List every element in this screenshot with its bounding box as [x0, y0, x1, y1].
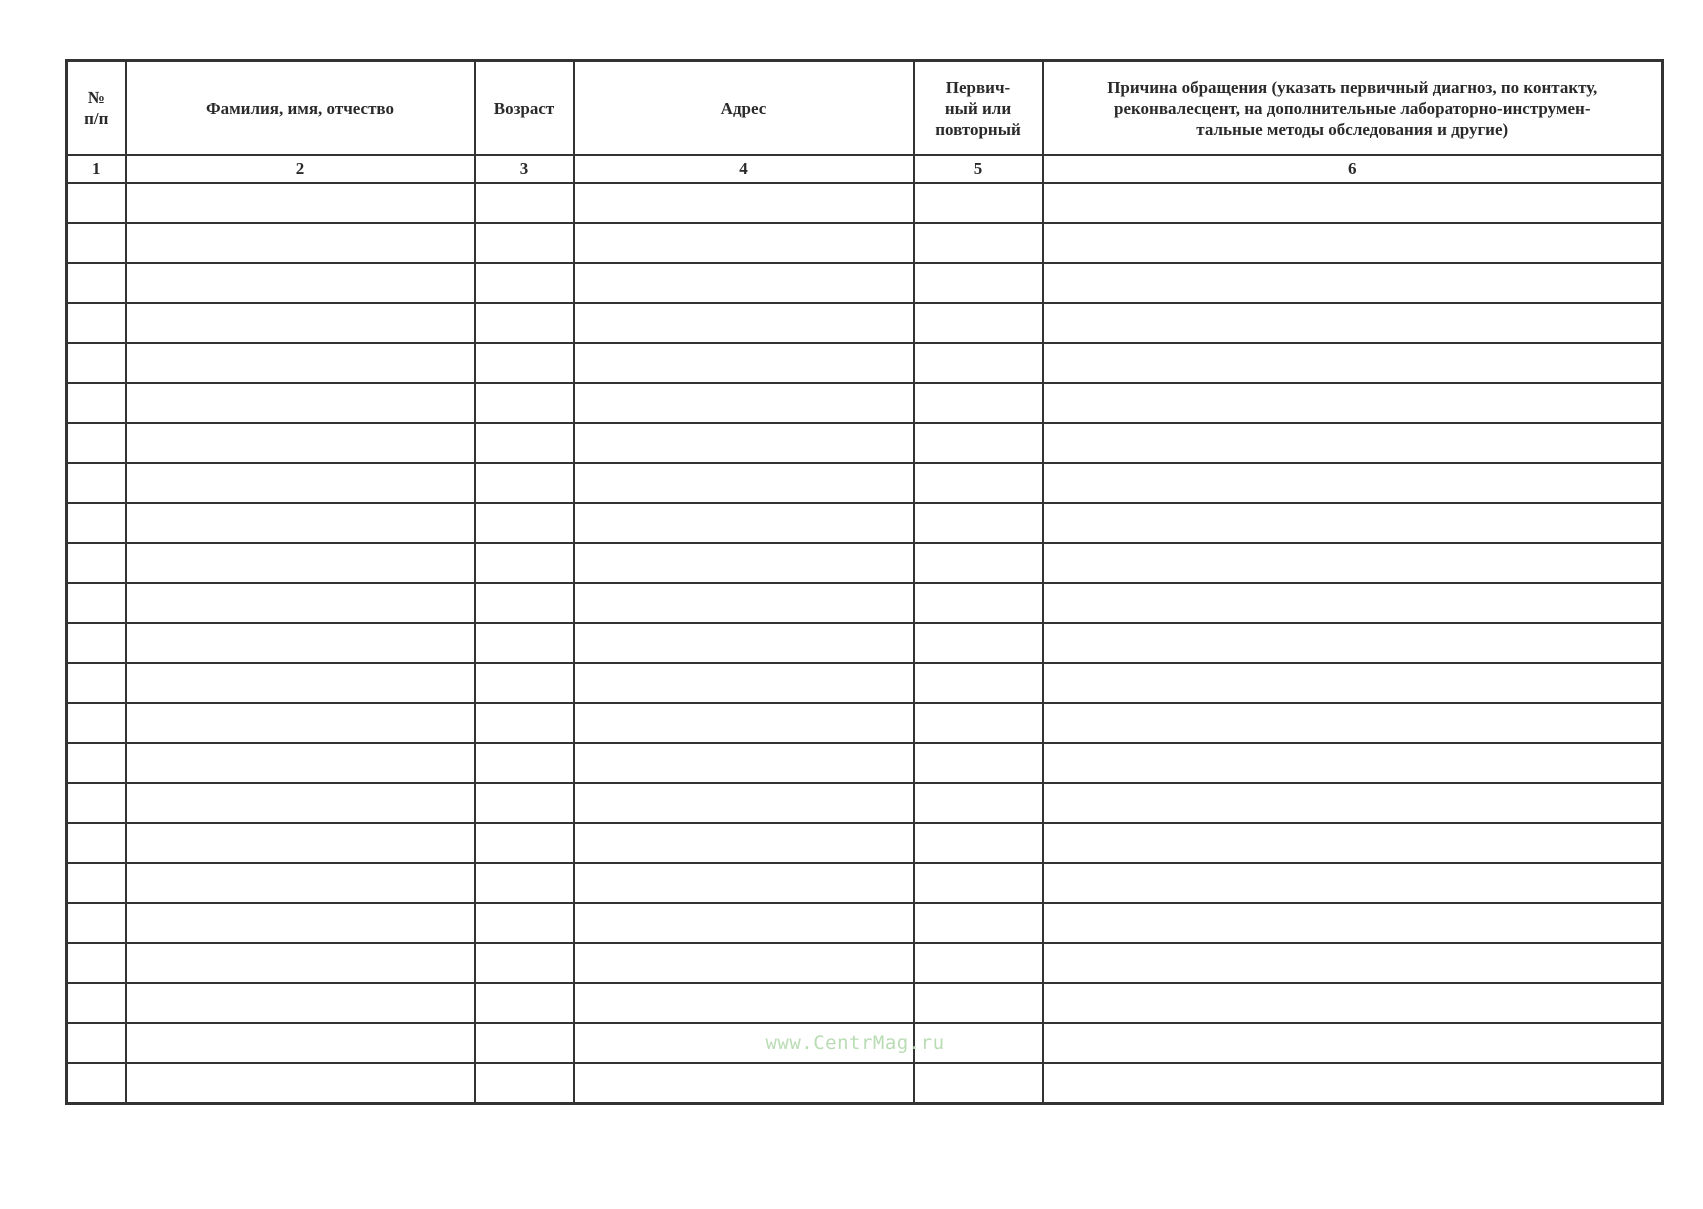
- header-reason-line-3: тальные методы обследования и другие): [1196, 119, 1509, 139]
- cell-visit-type: [914, 223, 1043, 263]
- cell-number: [67, 503, 126, 543]
- cell-age: [475, 303, 574, 343]
- cell-address: [574, 743, 914, 783]
- cell-number: [67, 743, 126, 783]
- cell-age: [475, 983, 574, 1023]
- cell-full-name: [126, 383, 475, 423]
- cell-visit-type: [914, 383, 1043, 423]
- cell-age: [475, 543, 574, 583]
- cell-number: [67, 303, 126, 343]
- cell-number: [67, 863, 126, 903]
- cell-full-name: [126, 223, 475, 263]
- cell-address: [574, 303, 914, 343]
- cell-age: [475, 1023, 574, 1063]
- table-body: [67, 183, 1663, 1104]
- cell-address: [574, 943, 914, 983]
- cell-visit-type: [914, 863, 1043, 903]
- cell-age: [475, 863, 574, 903]
- cell-visit-type: [914, 463, 1043, 503]
- cell-reason: [1043, 463, 1663, 503]
- cell-reason: [1043, 223, 1663, 263]
- cell-number: [67, 983, 126, 1023]
- cell-number: [67, 263, 126, 303]
- cell-visit-type: [914, 703, 1043, 743]
- header-number-line-2: п/п: [84, 109, 109, 128]
- table-row: [67, 1063, 1663, 1104]
- cell-visit-type: [914, 183, 1043, 223]
- cell-number: [67, 1063, 126, 1104]
- cell-age: [475, 703, 574, 743]
- header-full-name-text: Фамилия, имя, отчество: [205, 98, 394, 118]
- cell-age: [475, 383, 574, 423]
- header-address-text: Адрес: [720, 98, 767, 118]
- cell-reason: [1043, 1023, 1663, 1063]
- cell-reason: [1043, 783, 1663, 823]
- cell-age: [475, 823, 574, 863]
- cell-visit-type: [914, 1063, 1043, 1104]
- cell-age: [475, 1063, 574, 1104]
- cell-address: [574, 383, 914, 423]
- cell-address: [574, 623, 914, 663]
- cell-address: [574, 703, 914, 743]
- table-row: [67, 183, 1663, 223]
- cell-address: [574, 543, 914, 583]
- cell-number: [67, 423, 126, 463]
- cell-reason: [1043, 943, 1663, 983]
- cell-full-name: [126, 703, 475, 743]
- cell-number: [67, 543, 126, 583]
- cell-number: [67, 783, 126, 823]
- cell-age: [475, 343, 574, 383]
- cell-age: [475, 783, 574, 823]
- column-number-5: 5: [914, 155, 1043, 183]
- cell-visit-type: [914, 783, 1043, 823]
- header-number: [67, 61, 126, 156]
- cell-visit-type: [914, 303, 1043, 343]
- header-visit-type-line-1: Первич-: [945, 77, 1011, 97]
- cell-visit-type: [914, 903, 1043, 943]
- table-row: [67, 503, 1663, 543]
- table-row: [67, 903, 1663, 943]
- table-row: [67, 623, 1663, 663]
- cell-address: [574, 503, 914, 543]
- cell-visit-type: [914, 623, 1043, 663]
- cell-full-name: [126, 303, 475, 343]
- cell-address: [574, 183, 914, 223]
- table-row: [67, 543, 1663, 583]
- cell-address: [574, 903, 914, 943]
- cell-address: [574, 823, 914, 863]
- cell-visit-type: [914, 503, 1043, 543]
- cell-full-name: [126, 943, 475, 983]
- cell-visit-type: [914, 543, 1043, 583]
- cell-reason: [1043, 383, 1663, 423]
- cell-age: [475, 263, 574, 303]
- cell-address: [574, 583, 914, 623]
- header-row: [67, 61, 1663, 156]
- table-row: [67, 343, 1663, 383]
- cell-full-name: [126, 823, 475, 863]
- watermark-text: www.CentrMag.ru: [765, 1032, 945, 1054]
- cell-number: [67, 903, 126, 943]
- table-row: [67, 743, 1663, 783]
- cell-address: [574, 343, 914, 383]
- column-number-2: 2: [126, 155, 475, 183]
- cell-full-name: [126, 1063, 475, 1104]
- cell-full-name: [126, 863, 475, 903]
- cell-visit-type: [914, 423, 1043, 463]
- header-visit-type: [914, 61, 1043, 156]
- cell-full-name: [126, 423, 475, 463]
- cell-full-name: [126, 503, 475, 543]
- column-number-4: 4: [574, 155, 914, 183]
- header-visit-type-line-3: повторный: [935, 119, 1021, 139]
- cell-number: [67, 663, 126, 703]
- cell-visit-type: [914, 583, 1043, 623]
- cell-full-name: [126, 183, 475, 223]
- cell-reason: [1043, 303, 1663, 343]
- cell-age: [475, 623, 574, 663]
- cell-full-name: [126, 583, 475, 623]
- cell-number: [67, 583, 126, 623]
- table-row: [67, 703, 1663, 743]
- cell-number: [67, 703, 126, 743]
- cell-age: [475, 903, 574, 943]
- cell-reason: [1043, 863, 1663, 903]
- cell-number: [67, 383, 126, 423]
- cell-visit-type: [914, 983, 1043, 1023]
- cell-address: [574, 223, 914, 263]
- cell-visit-type: [914, 823, 1043, 863]
- cell-full-name: [126, 263, 475, 303]
- cell-age: [475, 183, 574, 223]
- cell-reason: [1043, 583, 1663, 623]
- cell-reason: [1043, 343, 1663, 383]
- cell-number: [67, 1023, 126, 1063]
- cell-age: [475, 423, 574, 463]
- table-row: [67, 383, 1663, 423]
- cell-reason: [1043, 183, 1663, 223]
- table-row: [67, 303, 1663, 343]
- cell-age: [475, 943, 574, 983]
- table-row: [67, 463, 1663, 503]
- cell-visit-type: [914, 663, 1043, 703]
- cell-age: [475, 223, 574, 263]
- table-row: [67, 783, 1663, 823]
- cell-full-name: [126, 903, 475, 943]
- cell-address: [574, 983, 914, 1023]
- table-row: [67, 423, 1663, 463]
- cell-reason: [1043, 263, 1663, 303]
- cell-age: [475, 503, 574, 543]
- cell-full-name: [126, 343, 475, 383]
- cell-full-name: [126, 983, 475, 1023]
- cell-number: [67, 463, 126, 503]
- cell-address: [574, 663, 914, 703]
- cell-age: [475, 583, 574, 623]
- cell-full-name: [126, 783, 475, 823]
- cell-age: [475, 463, 574, 503]
- header-age-text: Возраст: [493, 98, 555, 118]
- cell-visit-type: [914, 263, 1043, 303]
- cell-reason: [1043, 903, 1663, 943]
- cell-reason: [1043, 663, 1663, 703]
- table-row: [67, 943, 1663, 983]
- table-row: [67, 823, 1663, 863]
- header-number-line-1: №: [87, 88, 105, 107]
- cell-reason: [1043, 703, 1663, 743]
- header-address: [574, 61, 914, 156]
- cell-full-name: [126, 543, 475, 583]
- cell-reason: [1043, 503, 1663, 543]
- cell-reason: [1043, 423, 1663, 463]
- table-row: [67, 223, 1663, 263]
- cell-reason: [1043, 623, 1663, 663]
- cell-reason: [1043, 823, 1663, 863]
- cell-full-name: [126, 743, 475, 783]
- cell-reason: [1043, 743, 1663, 783]
- column-number-row: [67, 155, 1663, 183]
- cell-visit-type: [914, 743, 1043, 783]
- cell-number: [67, 823, 126, 863]
- journal-table: [65, 59, 1664, 1105]
- cell-address: [574, 263, 914, 303]
- table-row: [67, 663, 1663, 703]
- column-number-1: 1: [67, 155, 126, 183]
- cell-reason: [1043, 983, 1663, 1023]
- table-row: [67, 863, 1663, 903]
- cell-address: [574, 463, 914, 503]
- header-reason-line-1: Причина обращения (указать первичный диагноз, по контакту,: [1107, 77, 1598, 97]
- cell-number: [67, 943, 126, 983]
- cell-number: [67, 623, 126, 663]
- cell-address: [574, 1063, 914, 1104]
- cell-age: [475, 663, 574, 703]
- cell-full-name: [126, 663, 475, 703]
- header-visit-type-line-2: ный или: [944, 98, 1012, 118]
- cell-visit-type: [914, 943, 1043, 983]
- header-reason: [1043, 61, 1663, 156]
- cell-age: [475, 743, 574, 783]
- cell-reason: [1043, 1063, 1663, 1104]
- cell-full-name: [126, 463, 475, 503]
- column-number-3: 3: [475, 155, 574, 183]
- header-full-name: [126, 61, 475, 156]
- cell-full-name: [126, 623, 475, 663]
- cell-full-name: [126, 1023, 475, 1063]
- cell-address: [574, 863, 914, 903]
- cell-reason: [1043, 543, 1663, 583]
- cell-address: [574, 423, 914, 463]
- cell-number: [67, 223, 126, 263]
- table-row: [67, 583, 1663, 623]
- table-row: [67, 983, 1663, 1023]
- cell-number: [67, 343, 126, 383]
- header-age: [475, 61, 574, 156]
- header-reason-line-2: реконвалесцент, на дополнительные лабораторно-инструмен-: [1113, 98, 1591, 118]
- column-number-6: 6: [1043, 155, 1663, 183]
- cell-number: [67, 183, 126, 223]
- cell-address: [574, 783, 914, 823]
- cell-visit-type: [914, 343, 1043, 383]
- table-row: [67, 263, 1663, 303]
